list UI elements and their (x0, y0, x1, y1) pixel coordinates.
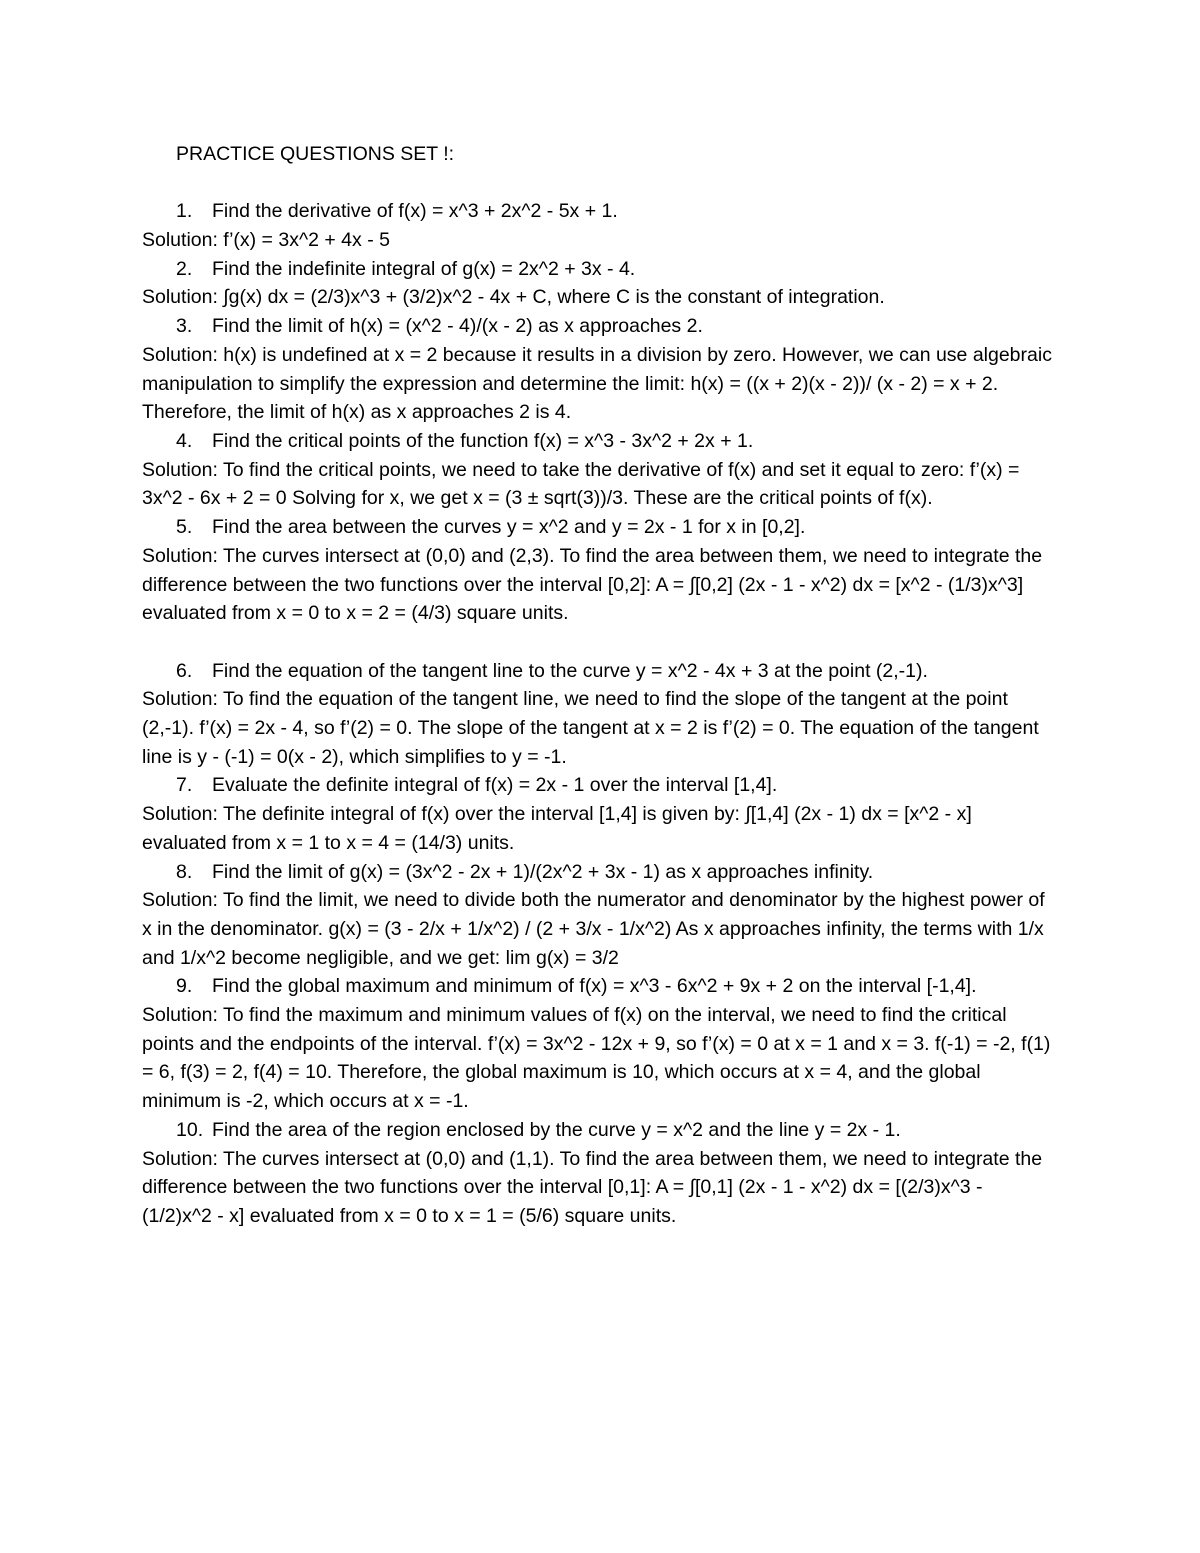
question-5 (142, 513, 1054, 542)
question-number: 5. (176, 516, 193, 539)
question-number: 1. (176, 200, 193, 223)
solution-1: Solution: f’(x) = 3x^2 + 4x - 5 (142, 229, 390, 252)
question-number: 3. (176, 315, 193, 338)
document-body (142, 140, 1054, 1231)
blank-line (142, 169, 1054, 198)
question-text: Find the limit of h(x) = (x^2 - 4)/(x - 2) as x approaches 2. (212, 315, 703, 338)
question-2 (142, 255, 1054, 284)
question-number: 2. (176, 257, 193, 280)
solution-7: Solution: The definite integral of f(x) over the interval [1,4] is given by: ∫[1,4] (2x - 1) dx = [x^2 - x] evaluated from x = 1 to x = 4 = (14/3) units. (142, 803, 972, 854)
question-text: Evaluate the definite integral of f(x) = 2x - 1 over the interval [1,4]. (212, 774, 778, 797)
blank-line (142, 628, 1054, 657)
question-number: 7. (176, 774, 193, 797)
solution-10: Solution: The curves intersect at (0,0) and (1,1). To find the area between them, we need to integrate the difference between the two functions over the interval [0,1]: A = ∫[0,1] (2x - 1 - x^2) dx = [(2/3)x^3 - (1/2)x^2 - x] evaluated from x = 0 to x = 1 = (5/6) square units. (142, 1147, 1043, 1227)
question-text: Find the area between the curves y = x^2 and y = 2x - 1 for x in [0,2]. (212, 516, 806, 539)
question-text: Find the limit of g(x) = (3x^2 - 2x + 1)/(2x^2 + 3x - 1) as x approaches infinity. (212, 860, 874, 883)
question-8 (142, 858, 1054, 887)
question-number: 4. (176, 430, 193, 452)
document-title: PRACTICE QUESTIONS SET !: (176, 143, 455, 165)
solution-5: Solution: The curves intersect at (0,0) and (2,3). To find the area between them, we need to integrate the difference between the two functions over the interval [0,2]: A = ∫[0,2] (2x - 1 - x^2) dx = [x^2 - (1/3)x^3] evaluated from x = 0 to x = 2 = (4/3) square units. (142, 544, 1043, 625)
solution-4: Solution: To find the critical points, we need to take the derivative of f(x) and set it equal to zero: f’(x) = 3x^2 - 6x + 2 = 0 Solving for x, we get x = (3 ± sqrt(3))/3. These are the critical points of f(x). (142, 458, 1020, 510)
solution-6: Solution: To find the equation of the tangent line, we need to find the slope of the tangent at the point (2,-1). f’(x) = 2x - 4, so f’(2) = 0. The slope of the tangent at x = 2 is f’(2) = 0. The equation of the tangent line is y - (-1) = 0(x - 2), which simplifies to y = -1. (142, 688, 1039, 768)
solution-2: Solution: ∫g(x) dx = (2/3)x^3 + (3/2)x^2 - 4x + C, where C is the constant of integration. (142, 286, 885, 309)
question-text: Find the derivative of f(x) = x^3 + 2x^2 - 5x + 1. (212, 200, 618, 223)
question-1 (142, 197, 1054, 226)
question-number: 6. (176, 659, 193, 682)
question-text: Find the indefinite integral of g(x) = 2x^2 + 3x - 4. (212, 257, 636, 280)
solution-9: Solution: To find the maximum and minimum values of f(x) on the interval, we need to find the critical points and the endpoints of the interval. f’(x) = 3x^2 - 12x + 9, so f’(x) = 0 at x = 1 and x = 3. f(-1) = -2, f(1) = 6, f(3) = 2, f(4) = 10. Therefore, the global maximum is 10, which occurs at x = 4, and the global minimum is -2, which occurs at x = -1. (142, 1004, 1051, 1113)
question-10 (142, 1116, 1054, 1145)
question-7 (142, 771, 1054, 800)
question-text: Find the area of the region enclosed by the curve y = x^2 and the line y = 2x - 1. (212, 1118, 901, 1141)
question-4 (142, 427, 1054, 456)
question-text: Find the critical points of the function f(x) = x^3 - 3x^2 + 2x + 1. (212, 430, 754, 452)
solution-3: Solution: h(x) is undefined at x = 2 because it results in a division by zero. However, we can use algebraic manipulation to simplify the expression and determine the limit: h(x) = ((x + 2)(x - 2))/ (x - 2) = x + 2. Therefore, the limit of h(x) as x approaches 2 is 4. (142, 343, 1052, 424)
question-number: 9. (176, 975, 193, 998)
question-number: 8. (176, 860, 193, 883)
question-text: Find the global maximum and minimum of f(x) = x^3 - 6x^2 + 9x + 2 on the interval [-1,4]. (212, 975, 977, 998)
question-text: Find the equation of the tangent line to the curve y = x^2 - 4x + 3 at the point (2,-1). (212, 659, 928, 682)
question-9 (142, 972, 1054, 1001)
solution-8: Solution: To find the limit, we need to divide both the numerator and denominator by the highest power of x in the denominator. g(x) = (3 - 2/x + 1/x^2) / (2 + 3/x - 1/x^2) As x approaches infinity, the terms with 1/x and 1/x^2 become negligible, and we get: lim g(x) = 3/2 (142, 889, 1045, 969)
question-number: 10. (176, 1118, 204, 1141)
question-6 (142, 657, 1054, 686)
question-3 (142, 312, 1054, 341)
